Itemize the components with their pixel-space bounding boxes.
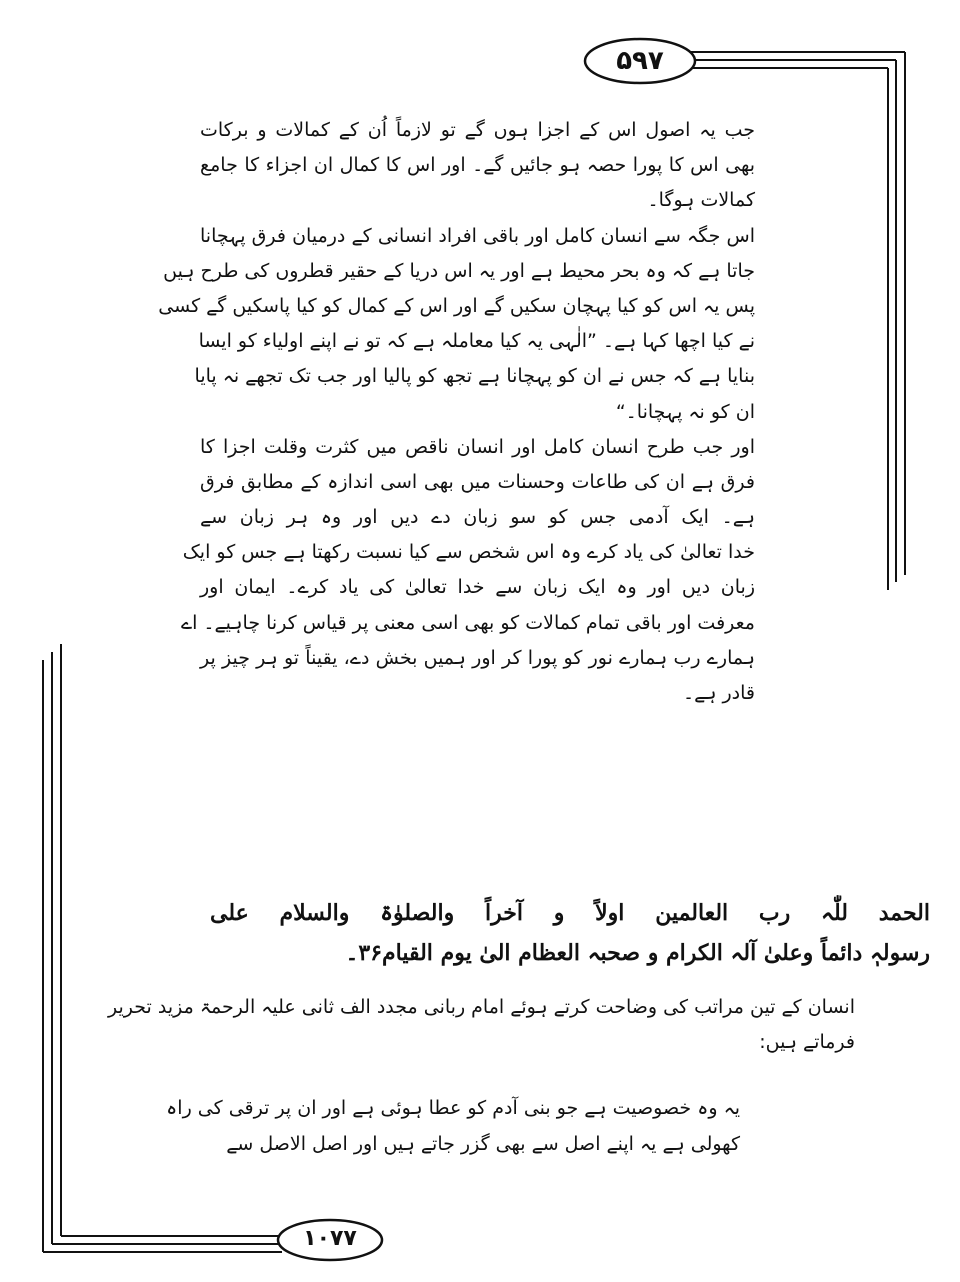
- body-line: نے کیا اچھا کہا ہے۔ ”الٰہی یہ کیا معاملہ ہے کہ تو نے اپنے اولیاء کو ایسا: [198, 330, 755, 353]
- body-line: کمالات ہوگا۔: [647, 189, 755, 212]
- body-line: معرفت اور باقی تمام کمالات کو بھی اسی معنی پر قیاس کرنا چاہیے۔ اے: [180, 611, 755, 634]
- body-line: پس یہ اس کو کیا پہچان سکیں گے اور اس کے کمال کو کیا پاسکیں گے کسی: [158, 294, 755, 317]
- body-line: خدا تعالیٰ کی یاد کرے وہ اس شخص سے کیا نسبت رکھتا ہے جس کو ایک: [182, 541, 755, 564]
- arabic-line: رسولہٖ دائماً وعلیٰ آلہ الکرام و صحبہ العظام الیٰ یوم القیام۳۶۔: [345, 940, 930, 966]
- page-number-top: ۵۹۷: [616, 46, 664, 76]
- quote-line: یہ وہ خصوصیت ہے جو بنی آدم کو عطا ہوئی ہے اور ان پر ترقی کی راہ: [166, 1097, 740, 1119]
- quote-block: [166, 1090, 740, 1162]
- body-line: بھی اس کا پورا حصہ ہو جائیں گے۔ اور اس کا کمال ان اجزاء کا جامع: [200, 154, 755, 177]
- body-line: اس جگہ سے انسان کامل اور باقی افراد انسانی کے درمیان فرق پہچانا: [200, 224, 755, 247]
- body-line: جاتا ہے کہ وہ بحر محیط ہے اور یہ اس دریا کے حقیر قطروں کی طرح ہیں: [163, 259, 755, 282]
- body-text-block: [158, 113, 755, 711]
- quote-line: کھولی ہے یہ اپنے اصل سے بھی گزر جاتے ہیں اور اصل الاصل سے: [226, 1133, 740, 1155]
- body-line: ہے۔ ایک آدمی جس کو سو زبان دے دیں اور وہ ہر زبان سے: [200, 506, 755, 529]
- body-line: زبان دیں اور وہ ایک زبان سے خدا تعالیٰ کی یاد کرے۔ ایمان اور: [200, 576, 755, 599]
- page-number-bottom: ۱۰۷۷: [303, 1226, 357, 1251]
- body-line: بنایا ہے کہ جس نے ان کو پہچانا ہے تجھ کو پالیا اور جب تک تجھے نہ پایا: [194, 365, 755, 388]
- body-line: جب یہ اصول اس کے اجزا ہوں گے تو لازماً اُن کے کمالات و برکات: [200, 119, 755, 141]
- arabic-line: الحمد للّٰہ رب العالمین اولاً و آخراً والصلوٰۃ والسلام علی: [210, 900, 930, 926]
- body-line: اور جب طرح انسان کامل اور انسان ناقص میں کثرت وقلت اجزا کا: [200, 435, 755, 458]
- intro-line: انسان کے تین مراتب کی وضاحت کرتے ہوئے امام ربانی مجدد الف ثانی علیہ الرحمۃ مزید تحریر: [108, 996, 855, 1018]
- body-line: فرق ہے ان کی طاعات وحسنات میں بھی اسی اندازہ کے مطابق فرق: [200, 470, 755, 493]
- intro-line: فرماتے ہیں:: [759, 1031, 855, 1053]
- body-line: قادر ہے۔: [683, 682, 755, 704]
- intro-paragraph: [110, 990, 855, 1060]
- body-line: ہمارے رب ہمارے نور کو پورا کر اور ہمیں بخش دے، یقیناً تو ہر چیز پر: [200, 646, 755, 669]
- body-line: ان کو نہ پہچانا۔“: [615, 400, 755, 423]
- arabic-prayer-block: [210, 893, 930, 973]
